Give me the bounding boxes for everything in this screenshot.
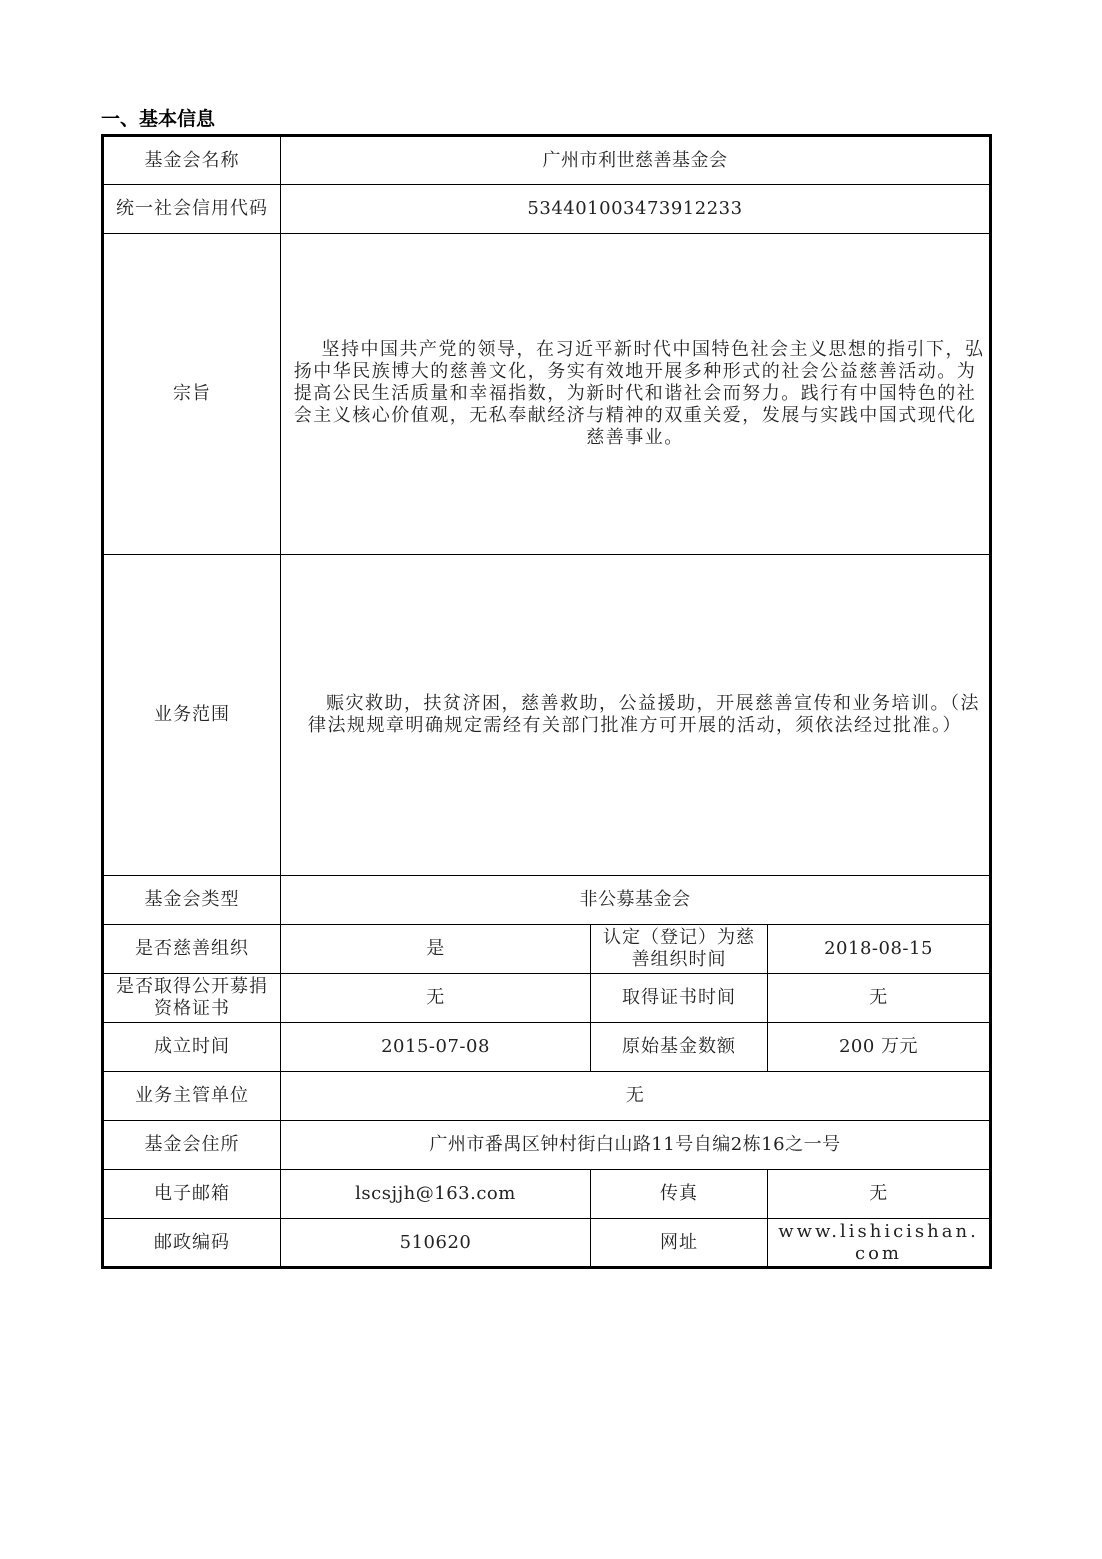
value-postal: 510620 (281, 1219, 591, 1268)
label-original-fund: 原始基金数额 (591, 1023, 768, 1072)
section-title: 一、基本信息 (101, 108, 216, 130)
label-certificate-date: 取得证书时间 (591, 974, 768, 1023)
row-founded (103, 1023, 991, 1072)
label-public-fund: 是否取得公开募捐资格证书 (103, 974, 281, 1023)
value-supervisor: 无 (281, 1072, 991, 1121)
row-name (103, 136, 991, 185)
value-original-fund: 200 万元 (768, 1023, 991, 1072)
value-founded: 2015-07-08 (281, 1023, 591, 1072)
row-credit-code (103, 185, 991, 234)
value-scope: 赈灾救助，扶贫济困，慈善救助，公益援助，开展慈善宣传和业务培训。（法律法规规章明确规定需经有关部门批准方可开展的活动，须依法经过批准。） (308, 693, 980, 736)
value-public-fund: 无 (281, 974, 591, 1023)
value-charity-date: 2018-08-15 (768, 925, 991, 974)
value-name: 广州市利世慈善基金会 (281, 136, 991, 185)
label-scope: 业务范围 (103, 555, 281, 876)
value-certificate-date: 无 (768, 974, 991, 1023)
label-purpose: 宗旨 (103, 234, 281, 555)
value-website: www.lishicishan.com (768, 1219, 991, 1268)
label-supervisor: 业务主管单位 (103, 1072, 281, 1121)
row-postal (103, 1219, 991, 1268)
row-email (103, 1170, 991, 1219)
value-fax: 无 (768, 1170, 991, 1219)
label-credit-code: 统一社会信用代码 (103, 185, 281, 234)
label-charity-date: 认定（登记）为慈善组织时间 (591, 925, 768, 974)
label-type: 基金会类型 (103, 876, 281, 925)
row-scope (103, 555, 991, 876)
label-address: 基金会住所 (103, 1121, 281, 1170)
value-credit-code: 534401003473912233 (281, 185, 991, 234)
value-charity: 是 (281, 925, 591, 974)
row-type (103, 876, 991, 925)
label-charity: 是否慈善组织 (103, 925, 281, 974)
row-charity (103, 925, 991, 974)
value-email: lscsjjh@163.com (281, 1170, 591, 1219)
label-website: 网址 (591, 1219, 768, 1268)
label-name: 基金会名称 (103, 136, 281, 185)
row-supervisor (103, 1072, 991, 1121)
label-postal: 邮政编码 (103, 1219, 281, 1268)
value-address: 广州市番禺区钟村街白山路11号自编2栋16之一号 (281, 1121, 991, 1170)
row-address (103, 1121, 991, 1170)
row-public-fund (103, 974, 991, 1023)
label-fax: 传真 (591, 1170, 768, 1219)
value-purpose: 坚持中国共产党的领导，在习近平新时代中国特色社会主义思想的指引下，弘扬中华民族博大的慈善文化，务实有效地开展多种形式的社会公益慈善活动。为提高公民生活质量和幸福指数，为新时代和谐社会而努力。践行有中国特色的社会主义核心价值观，无私奉献经济与精神的双重关爱，发展与实践中国式现代化慈善事业。 (293, 339, 985, 448)
basic-info-table (101, 134, 992, 1269)
label-email: 电子邮箱 (103, 1170, 281, 1219)
row-purpose (103, 234, 991, 555)
label-founded: 成立时间 (103, 1023, 281, 1072)
value-type: 非公募基金会 (281, 876, 991, 925)
